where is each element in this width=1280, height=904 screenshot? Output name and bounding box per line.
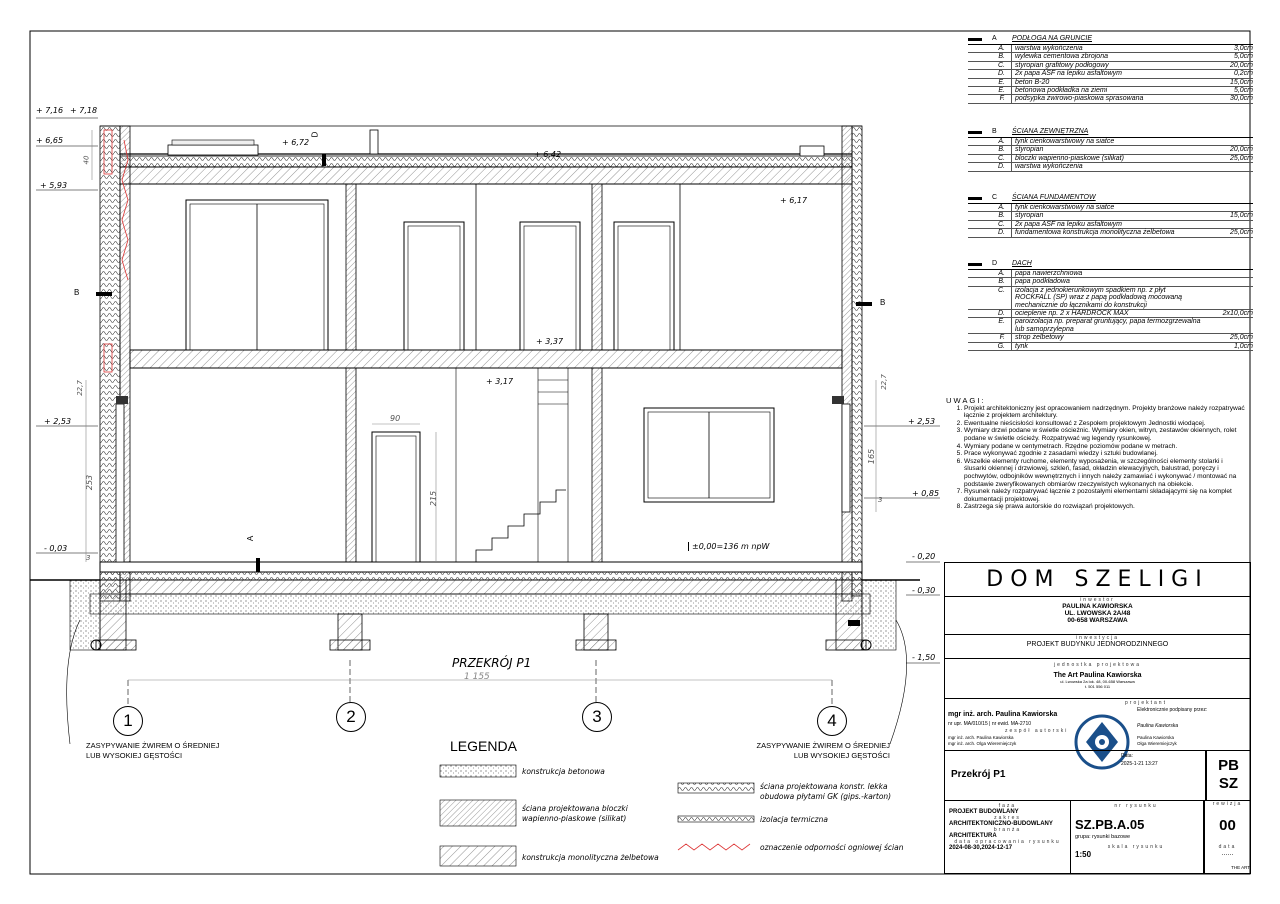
note-item: 4. Wymiary podane w centymetrach. Rzędne poziomów podane w metrach. xyxy=(964,443,1246,451)
notes-title: UWAGI: xyxy=(946,396,986,405)
dim-227-left: 22,7 xyxy=(75,380,84,396)
level-right-253: + 2,53 xyxy=(908,417,936,426)
section-mark-floor: A xyxy=(246,535,256,542)
dim-3-left: 3 xyxy=(86,554,91,562)
level-right-150: - 1,50 xyxy=(912,653,936,662)
legend-item-concrete: konstrukcja betonowa xyxy=(522,767,605,776)
axis-2: 2 xyxy=(336,702,366,732)
level-left-593: + 5,93 xyxy=(40,181,68,190)
section-mark-right: B xyxy=(880,298,886,307)
gravel-note-left: ZASYPYWANIE ŻWIREM O ŚREDNIEJ LUB WYSOKIEJ GĘSTOŚCI xyxy=(86,741,220,760)
level-right-020: - 0,20 xyxy=(912,552,936,561)
level-left-665: + 6,65 xyxy=(36,136,64,145)
axis-3: 3 xyxy=(582,702,612,732)
level-left-716: + 7,16 xyxy=(36,106,64,115)
building-section xyxy=(30,118,940,744)
note-item: 7. Rysunek należy rozpatrywać łącznie z pozostałymi elementami składającymi się na komplet dokumentacji projektowej. xyxy=(964,488,1246,503)
stage-code-pb: PB xyxy=(1218,757,1239,774)
legend-item-drywall: ściana projektowana konstr. lekka obudowa płytami GK (gips.-karton) xyxy=(760,782,892,801)
legend-item-fire: oznaczenie odporności ogniowej ścian xyxy=(760,843,904,852)
dim-253: 253 xyxy=(85,474,95,491)
level-left-253: + 2,53 xyxy=(44,417,72,426)
phase-section: faza PROJEKT BUDOWLANY zakres ARCHITEKTONICZNO-BUDOWLANY branża ARCHITEKTURA data opracowania rysunku 2024-08-30,2024-12-17 xyxy=(945,801,1071,873)
dim-3-right: 3 xyxy=(878,496,883,504)
design-unit-section: jednostka projektowa The Art Paulina Kawiorska ul. Lwowska 2a lok. 48, 00-658 Warszawa t. 501 556 011 xyxy=(945,659,1250,699)
level-left-003: - 0,03 xyxy=(44,544,68,553)
level-642: + 6,42 xyxy=(534,150,562,159)
level-right-085: + 0,85 xyxy=(912,489,940,498)
section-mark-left: B xyxy=(74,288,80,297)
dim-40: 40 xyxy=(82,155,91,165)
legend-title: LEGENDA xyxy=(450,738,517,754)
title-block xyxy=(944,562,1251,874)
drawing-number-section: nr rysunku SZ.PB.A.05 grupa: rysunki bazowe skala rysunku 1:50 xyxy=(1075,803,1165,859)
level-617: + 6,17 xyxy=(780,196,808,205)
investment-section: inwestycja PROJEKT BUDYNKU JEDNORODZINNEGO xyxy=(945,635,1250,659)
gravel-note-right: ZASYPYWANIE ŻWIREM O ŚREDNIEJ LUB WYSOKIEJ GĘSTOŚCI xyxy=(756,741,890,760)
level-left-718: + 7,18 xyxy=(70,106,98,115)
axis-1: 1 xyxy=(113,706,143,736)
notes-block xyxy=(946,397,1246,511)
note-item: 8. Zastrzega się prawa autorskie do rozwiązań projektowych. xyxy=(964,503,1246,511)
level-317: + 3,17 xyxy=(486,377,514,386)
level-right-030: - 0,30 xyxy=(912,586,936,595)
legend-item-insulation: izolacja termiczna xyxy=(760,815,828,824)
note-item: 2. Ewentualne nieścisłości konsultować z Zespołem projektowym Jednostki wiodącej. xyxy=(964,420,1246,428)
spec-floor: A PODŁOGA NA GRUNCIE A. warstwa wykończenia 3,0cm B. wylewka cementowa zbrojona 5,0cm C. styropian grafitowy podłogowy 20,0cm D. 2x papa ASF na lepiku asfaltowym 0,2cm E. beton B-20 15,0cm E. betonowa podkładka na ziemi 5,0cm F. podsypka żwirowo-piaskowa sprasowana 30,0cm xyxy=(968,35,1253,104)
dim-165: 165 xyxy=(867,448,877,465)
investor-section: inwestor PAULINA KAWIORSKA UL. LWOWSKA 2A/48 00-658 WARSZAWA xyxy=(945,597,1250,635)
axis-4: 4 xyxy=(817,706,847,736)
section-title: PRZEKRÓJ P1 xyxy=(452,656,532,670)
spec-roof: D DACH A. papa nawierzchniowa B. papa podkładowa C. izolacja z jednokierunkowym spadkiem np. z płyt ROCKFALL (SP) wraz z papą podkładową mocowaną mechanicznie do łącznikami do konstrukcji D. ocieplenie np. 2 x HARDROCK MAX 2x10,0cm E. paroizolacja np. preparat gruntujący, papa termozgrzewalna lub samoprzylepna F. strop żelbetowy 25,0cm G. tynk 1,0cm xyxy=(968,260,1253,351)
legend-item-silicate: ściana projektowana bloczki wapienno-piaskowe (silikat) xyxy=(522,804,628,823)
level-zero: ±0,00=136 m npW xyxy=(688,542,769,551)
note-item: 1. Projekt architektoniczny jest opracowaniem nadrzędnym. Projekty branżowe należy rozpatrywać łącznie z projektem architektury. xyxy=(964,405,1246,420)
revision-section: rewizja 00 data ...... xyxy=(1203,801,1250,873)
drawing-title-section: Przekrój P1 Data: 2025-1-21 13:27 PB SZ xyxy=(945,751,1250,801)
legend-item-reinforced: konstrukcja monolityczna żelbetowa xyxy=(522,853,659,862)
level-672: + 6,72 xyxy=(282,138,310,147)
level-337: + 3,37 xyxy=(536,337,564,346)
note-item: 3. Wymiary drzwi podane w świetle ościeżnic. Wymiary okien, witryn, zestawów okiennych, rolet podane w świetle ościeży. Rozpatrywać wg legendy rysunkowej. xyxy=(964,427,1246,442)
spec-foundation-wall: C ŚCIANA FUNDAMENTOW A. tynk cienkowarstwowy na siatce B. styropian 15,0cm C. 2x papa ASF na lepiku asfaltowym D. fundamentowa konstrukcja monolityczna żelbetowa 25,0cm xyxy=(968,194,1253,238)
overall-dimension: 1 155 xyxy=(464,672,490,682)
dim-227-right: 22,7 xyxy=(879,374,888,390)
brand-footer: THE ART xyxy=(1231,865,1250,870)
note-item: 5. Prace wykonywać zgodnie z zasadami wiedzy i sztuki budowlanej. xyxy=(964,450,1246,458)
dim-215: 215 xyxy=(429,490,439,507)
designer-section: projektant mgr inż. arch. Paulina Kawiorska nr upr. MA/010/15 | nr ewid. MA-2710 zespół autorski mgr inż. arch. Paulina Kawiorska mgr inż. arch. Olga Wieremiejczyk Elektronicznie podpisany przez: Paulina Kawiorska Paulina Kawiorska Olga Wieremiejczyk xyxy=(945,699,1250,751)
section-mark-roof: D xyxy=(310,131,320,138)
spec-external-wall: B ŚCIANA ZEWNĘTRZNA A. tynk cienkowarstwowy na siatce B. styropian 20,0cm C. bloczki wapienno-piaskowe (silikat) 25,0cm D. warstwa wykończenia xyxy=(968,128,1253,172)
project-name: DOM SZELIGI xyxy=(945,563,1250,597)
dim-90: 90 xyxy=(390,414,401,423)
stage-code-sz: SZ xyxy=(1218,775,1239,792)
note-item: 6. Wszelkie elementy ruchome, elementy wyposażenia, w szczególności elementy stolarki i ślusarki okiennej i drzwiowej, szkleń, fasad, okładzin elewacyjnych, balustrad, poręczy i pochwytów, odbojników wewnętrznych i innych należy zamawiać i wykonywać / montować na podstawie zweryfikowanych obmiarów rzeczywistych wykonanych na obiekcie. xyxy=(964,458,1246,488)
